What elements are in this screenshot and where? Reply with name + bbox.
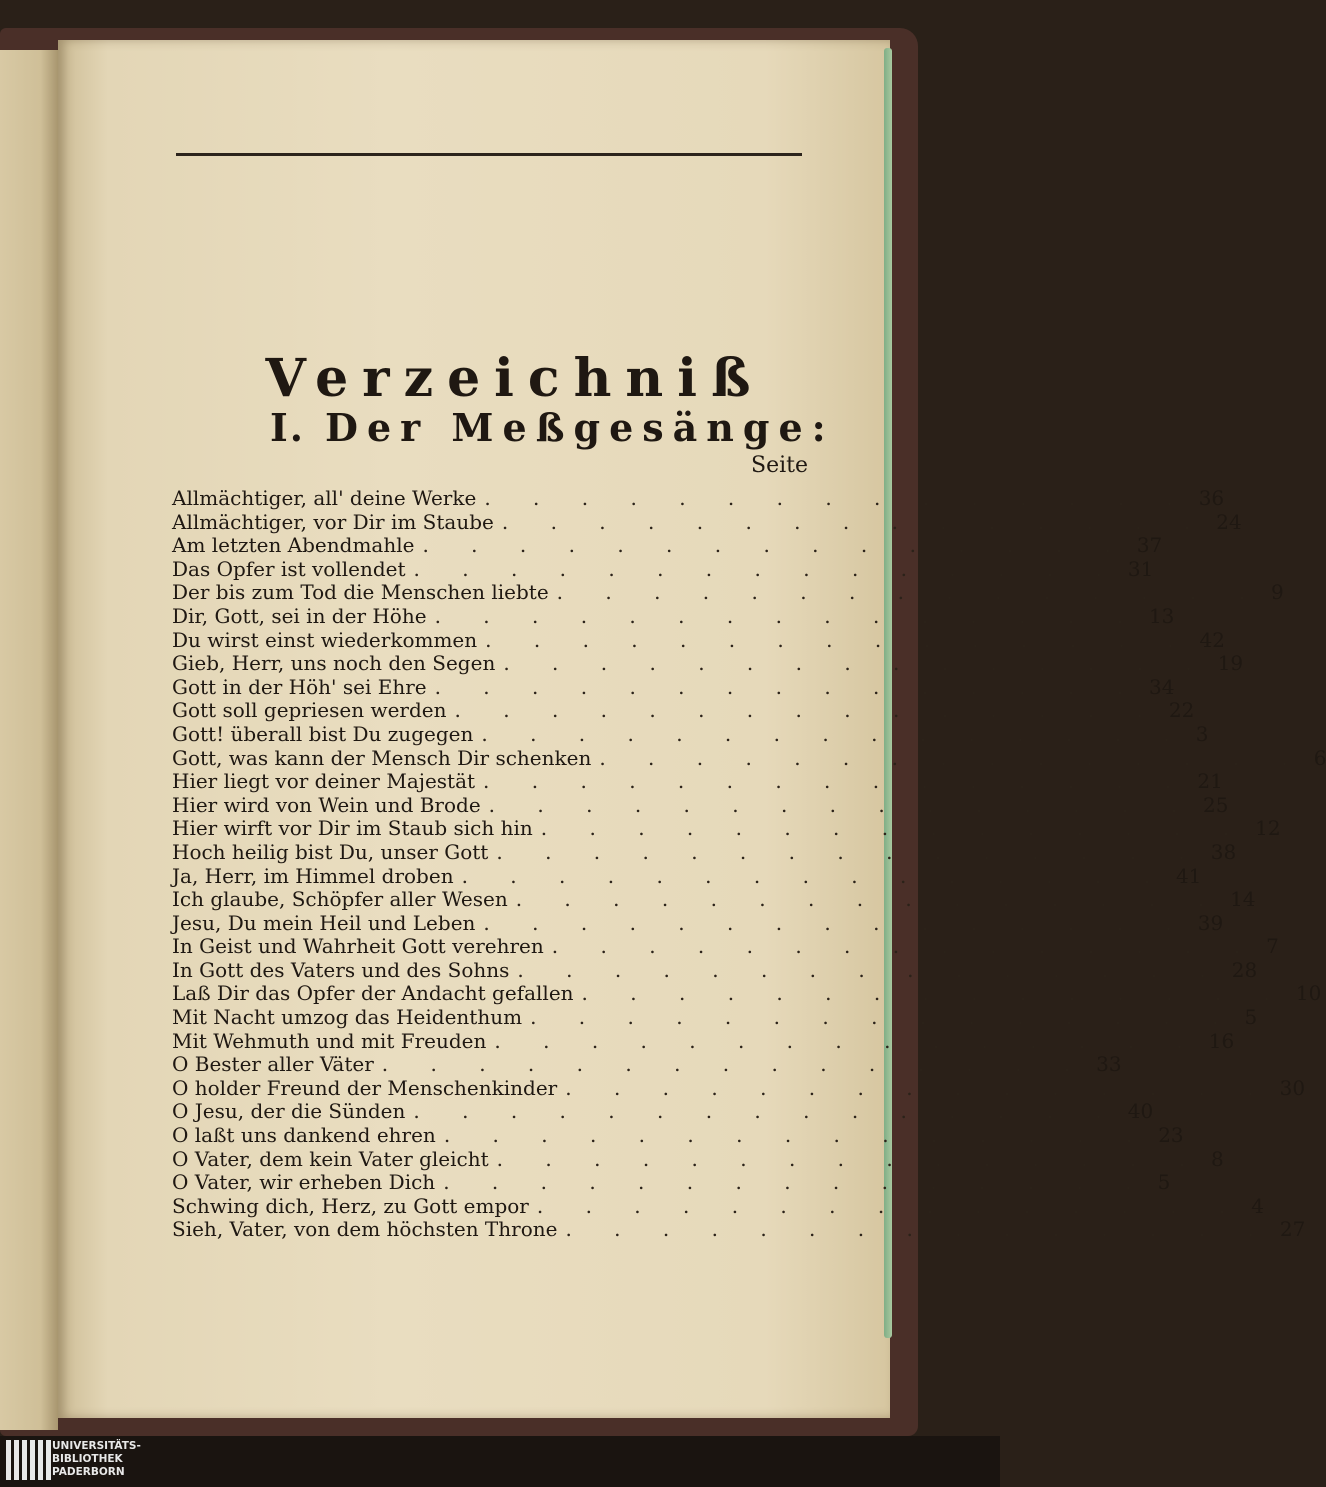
leader-dots: . . . . . . . . . . . . . . . [581,981,1288,1006]
index-entry [172,651,1244,676]
index-entry [172,1099,1154,1124]
entry-page-number: 25 [1203,792,1229,817]
index-entry [172,792,1229,818]
leader-dots: . . . . . . . . . . . . . . . [443,1123,1151,1148]
entry-title: Gott, was kann der Mensch Dir schenken [172,745,592,770]
leader-dots: . . . . . . . . . . . . . . . [484,486,1191,510]
leader-dots: . . . . . . . . . . . . . . . [565,1075,1272,1100]
leader-dots: . . . . . . . . . . . . . . . [422,533,1129,558]
entry-title: Hier liegt vor deiner Majestät [172,769,476,794]
leader-dots: . . . . . . . . . . . . . . . [413,1099,1120,1124]
leader-dots: . . . . . . . . . . . . . . . [434,603,1141,628]
entry-title: Ja, Herr, im Himmel droben [172,863,454,888]
entry-page-number: 41 [1175,863,1202,888]
index-entry [172,957,1258,983]
entry-title: Jesu, Du mein Heil und Leben [172,910,476,935]
entry-title: O Bester aller Väter [172,1052,374,1077]
entry-title: O Vater, wir erheben Dich [172,1170,436,1195]
index-entry [172,603,1175,629]
entry-title: Sieh, Vater, von dem höchsten Throne [172,1217,558,1242]
entry-page-number: 21 [1197,769,1223,794]
entry-title: Ich glaube, Schöpfer aller Wesen [172,887,508,912]
leader-dots: . . . . . . . . . . . . . . . [443,1170,1150,1195]
entry-title: Laß Dir das Opfer der Andacht gefallen [172,981,574,1006]
index-entry [172,486,1225,511]
index-entry [172,627,1225,653]
entry-title: Gott! überall bist Du zugegen [172,721,474,746]
entry-title: Hoch heilig bist Du, unser Gott [172,839,489,864]
entry-page-number: 23 [1158,1123,1184,1148]
index-entry [172,745,1326,771]
entry-title: Am letzten Abendmahle [172,533,415,558]
entry-page-number: 42 [1199,627,1225,652]
index-entry [172,533,1163,558]
leader-dots: . . . . . . . . . . . . . . . [540,816,1248,841]
section-title: Der Meßgesänge: [325,405,835,450]
leader-dots: . . . . . . . . . . . . . . . [481,721,1188,746]
leader-dots: . . . . . . . . . . . . . . . [551,934,1259,959]
page-column-label: Seite [751,453,808,478]
leader-dots: . . . . . . . . . . . . . . . [501,509,1209,534]
entry-page-number: 6 [1313,745,1326,770]
leader-dots: . . . . . . . . . . . . . . . [496,839,1203,864]
leader-dots: . . . . . . . . . . . . . . . [434,674,1141,699]
entry-title: O Vater, dem kein Vater gleicht [172,1146,489,1171]
index-entry [172,580,1284,605]
index-entry [172,910,1224,936]
index-entry [172,1005,1258,1030]
leader-dots: . . . . . . . . . . . . . . . [530,1005,1237,1030]
entry-page-number: 24 [1216,509,1242,534]
index-entry [172,887,1256,912]
entry-page-number: 8 [1211,1146,1224,1171]
index-entry [172,1123,1184,1148]
leader-dots: . . . . . . . . . . . . . . . [599,745,1306,770]
entry-page-number: 28 [1231,957,1258,982]
entry-title: O Jesu, der die Sünden [172,1099,406,1124]
leader-dots: . . . . . . . . . . . . . . . [565,1217,1272,1242]
entry-page-number: 34 [1148,674,1175,699]
entry-page-number: 19 [1217,651,1244,676]
leader-dots: . . . . . . . . . . . . . . . [381,1052,1089,1077]
index-entry [172,816,1281,841]
entry-page-number: 5 [1157,1170,1171,1195]
leader-dots: . . . . . . . . . . . . . . . [494,1028,1201,1053]
entry-page-number: 40 [1127,1099,1154,1124]
index-entry [172,721,1209,747]
entry-title: Das Opfer ist vollendet [172,556,406,581]
entry-page-number: 30 [1279,1075,1306,1100]
index-entry [172,1052,1122,1077]
leader-dots: . . . . . . . . . . . . . . . [503,651,1210,676]
index-entry [172,1170,1171,1195]
entry-page-number: 4 [1251,1193,1264,1218]
entry-page-number: 38 [1210,839,1237,864]
left-page-edge [0,50,58,1430]
entry-title: Allmächtiger, vor Dir im Staube [172,509,494,534]
leader-dots: . . . . . . . . . . . . . . . [413,556,1120,581]
entry-page-number: 37 [1136,533,1163,558]
index-entry [172,769,1223,794]
leader-dots: . . . . . . . . . . . . . . . [515,887,1223,912]
entry-page-number: 12 [1255,816,1281,841]
index-entry [172,1217,1306,1242]
entry-title: In Gott des Vaters und des Sohns [172,957,510,982]
library-logo-icon [6,1440,51,1480]
entry-page-number: 27 [1279,1217,1306,1242]
entry-page-number: 9 [1271,580,1284,605]
entry-page-number: 33 [1096,1052,1122,1077]
index-entry [172,698,1195,723]
entry-title: O holder Freund der Menschenkinder [172,1075,558,1100]
entry-title: Gott in der Höh' sei Ehre [172,674,427,699]
entry-page-number: 31 [1127,556,1154,581]
leader-dots: . . . . . . . . . . . . . . . [461,863,1168,888]
entry-page-number: 7 [1266,934,1279,959]
leader-dots: . . . . . . . . . . . . . . . [483,910,1190,935]
index-entry [172,509,1242,535]
leader-dots: . . . . . . . . . . . . . . . [488,792,1196,817]
entry-title: Hier wird von Wein und Brode [172,792,481,817]
entry-page-number: 10 [1295,981,1322,1006]
entry-title: Allmächtiger, all' deine Werke [172,486,477,510]
index-entry [172,839,1237,865]
top-rule [176,153,802,156]
page-title: Verzeichniß [265,348,765,409]
entry-title: Mit Nacht umzog das Heidenthum [172,1005,523,1030]
index-list [172,486,1326,1242]
index-entry [172,674,1175,700]
entry-page-number: 16 [1208,1028,1235,1053]
index-entry [172,1146,1224,1172]
leader-dots: . . . . . . . . . . . . . . . [496,1146,1204,1171]
entry-title: Du wirst einst wiederkommen [172,627,478,652]
index-entry [172,863,1202,889]
entry-page-number: 5 [1244,1005,1258,1030]
leader-dots: . . . . . . . . . . . . . . . [556,580,1264,605]
entry-page-number: 39 [1197,910,1224,935]
entry-title: Schwing dich, Herz, zu Gott empor [172,1193,529,1218]
entry-title: Der bis zum Tod die Menschen liebte [172,580,549,605]
entry-page-number: 14 [1230,887,1256,912]
leader-dots: . . . . . . . . . . . . . . . [485,627,1192,652]
index-entry [172,934,1279,959]
entry-page-number: 22 [1168,698,1195,723]
entry-page-number: 13 [1148,603,1175,628]
section-number: I. [270,405,306,450]
entry-title: Hier wirft vor Dir im Staub sich hin [172,816,533,841]
library-footer [0,1436,1000,1487]
leader-dots: . . . . . . . . . . . . . . . [454,698,1161,723]
entry-title: In Geist und Wahrheit Gott verehren [172,934,544,959]
entry-title: Mit Wehmuth und mit Freuden [172,1028,487,1053]
entry-title: O laßt uns dankend ehren [172,1123,436,1148]
entry-title: Gott soll gepriesen werden [172,698,447,723]
leader-dots: . . . . . . . . . . . . . . . [536,1193,1244,1218]
entry-title: Gieb, Herr, uns noch den Segen [172,651,496,676]
index-entry [172,981,1322,1006]
leader-dots: . . . . . . . . . . . . . . . [517,957,1224,982]
entry-page-number: 36 [1198,486,1225,510]
leader-dots: . . . . . . . . . . . . . . . [483,769,1190,794]
entry-title: Dir, Gott, sei in der Höhe [172,603,427,628]
section-heading [270,405,835,450]
index-entry [172,1193,1264,1219]
entry-page-number: 3 [1195,721,1209,746]
index-entry [172,1028,1235,1054]
library-logo-text: UNIVERSITÄTS- BIBLIOTHEK PADERBORN [52,1440,141,1478]
index-entry [172,1075,1306,1101]
index-entry [172,556,1154,582]
